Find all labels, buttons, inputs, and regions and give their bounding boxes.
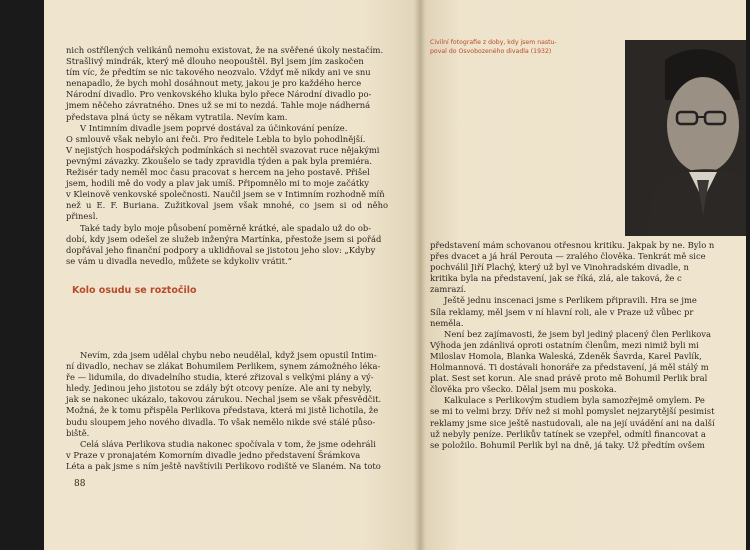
paragraph: Kalkulace s Perlikovým studiem byla samozřejmě omylem. Pe se mi to velmi brzy. Dřív než si mohl pomyslet nejzarytější pesimist reklamy jsme sice ještě nastudovali, ale na její uvádění ani na další už nebyly peníze. Perlikův tatínek se vzepřel, odmítl financovat a se položilo. Bohumil Perlik byl na dně, já taky. Už předtím ovšem bbox=[430, 395, 715, 450]
portrait-illustration bbox=[625, 40, 746, 236]
right-page bbox=[420, 0, 746, 550]
paragraph: V Intimním divadle jsem poprvé dostával za účinkování peníze. O smlouvě však nebylo ani řeči. Pro ředitele Lebla to bylo pohodlnější. V nejistých hospodářských podmínkách si nechtěl svazovat ruce nějakými pevnými závazky. Zkoušelo se tady zpravidla týden a pak byla premiéra. Režisér tady neměl moc času pracovat s hercem na jeho postavě. Přišel jsem, hodili mě do vody a plav jak umíš. Připomnělo mi to moje začátky v Kleinově venkovské společnosti. Naučil jsem se v Intimním rozhodně míň než u E. F. Buriana. Zužitkoval jsem však mnohé, co jsem si od něho přinesl. bbox=[66, 122, 388, 222]
book-spread bbox=[44, 0, 746, 550]
paragraph: Také tady bylo moje působení poměrně krátké, ale spadalo už do ob- dobí, kdy jsem odešel ze služeb inženýra Martínka, přestože jsem si pořád dopřával jeho finanční podpory a uklidňoval se jistotou jeho slov: „Kdyby se vám u divadla nevedlo, můžete se kdykoliv vrátit.“ bbox=[66, 222, 382, 266]
paragraph: Nevím, zda jsem udělal chybu nebo neudělal, když jsem opustil Intim- ní divadlo, nechav se zlákat Bohumilem Perlikem, synem zámožného léka- ře — lidumila, do divadelního studia, které zřizoval s velkými plány a vý- hledy. Jedinou jeho jistotou se zdály být otcovy peníze. Ale ani ty nebyly, jak se nakonec ukázalo, takovou zárukou. Nechal jsem se však přesvědčit. Možná, že k tomu přispěla Perlikova představa, která mi jistě lichotila, že budu sloupem jeho nového divadla. To však nemělo nikde své stálé půso- biště. bbox=[66, 350, 382, 438]
right-page-text bbox=[430, 240, 746, 451]
page-number: 88 bbox=[74, 479, 86, 489]
paragraph: nich ostřílených velikánů nemohu existovat, že na svěřené úkoly nestačím. Strašlivý mindrák, který mě dlouho neopouštěl. Byl jsem jím zaskočen tím víc, že předtím se nic takového neozvalo. Vždyť mě nikdy ani ve snu nenapadlo, že bych mohl dosáhnout mety, jakou je pro každého herce Národní divadlo. Pro venkovského kluka bylo přece Národní divadlo po- jmem něčeho závratného. Dnes už se mi to nezdá. Tahle moje nádherná představa plná úcty se někam vytratila. Nevím kam. bbox=[66, 45, 384, 122]
paragraph: Celá sláva Perlikova studia nakonec spočívala v tom, že jsme odehráli v Praze v pronajatém Komorním divadle jedno představení Šrámkova Léta a pak jsme s ním ještě navštívili Perlikovo rodiště ve Slaném. Na toto bbox=[66, 438, 381, 471]
paragraph: Ještě jednu inscenaci jsme s Perlikem připravili. Hra se jme Síla reklamy, měl jsem v ní hlavní roli, ale v Praze už vůbec pr neměla. bbox=[430, 295, 697, 328]
left-top-text bbox=[66, 45, 388, 267]
photo-caption: Civilní fotografie z doby, kdy jsem nastu- poval do Osvobozeného divadla (1932) bbox=[430, 39, 557, 55]
portrait-photo bbox=[625, 40, 746, 236]
paragraph: Není bez zajímavosti, že jsem byl jediný placený člen Perlikova Výhoda jen zdánlivá oproti ostatním členům, mezi nimiž byli mi Miloslav Homola, Blanka Waleská, Zdeněk Śavrda, Karel Pavlík, Holmannová. Ti dostávali honoráře za představení, já měl stálý m plat. Sest set korun. Ale snad právě proto mě Bohumil Perlik bral člověka pro všecko. Dělal jsem mu poskoka. bbox=[430, 328, 712, 395]
book-gutter bbox=[414, 0, 426, 550]
paragraph: představení mám schovanou otřesnou kritiku. Jakpak by ne. Bylo n přes dvacet a já hrál Perouta — zralého člověka. Tenkrát mě sice pochválil Jiří Plachý, který už byl ve Vinohradském divadle, n kritika byla na představení, jak se říká, zlá, ale taková, že c zamrazí. bbox=[430, 240, 715, 295]
left-bottom-text bbox=[66, 350, 388, 472]
section-heading: Kolo osudu se roztočilo bbox=[72, 285, 197, 296]
left-page bbox=[44, 0, 420, 550]
